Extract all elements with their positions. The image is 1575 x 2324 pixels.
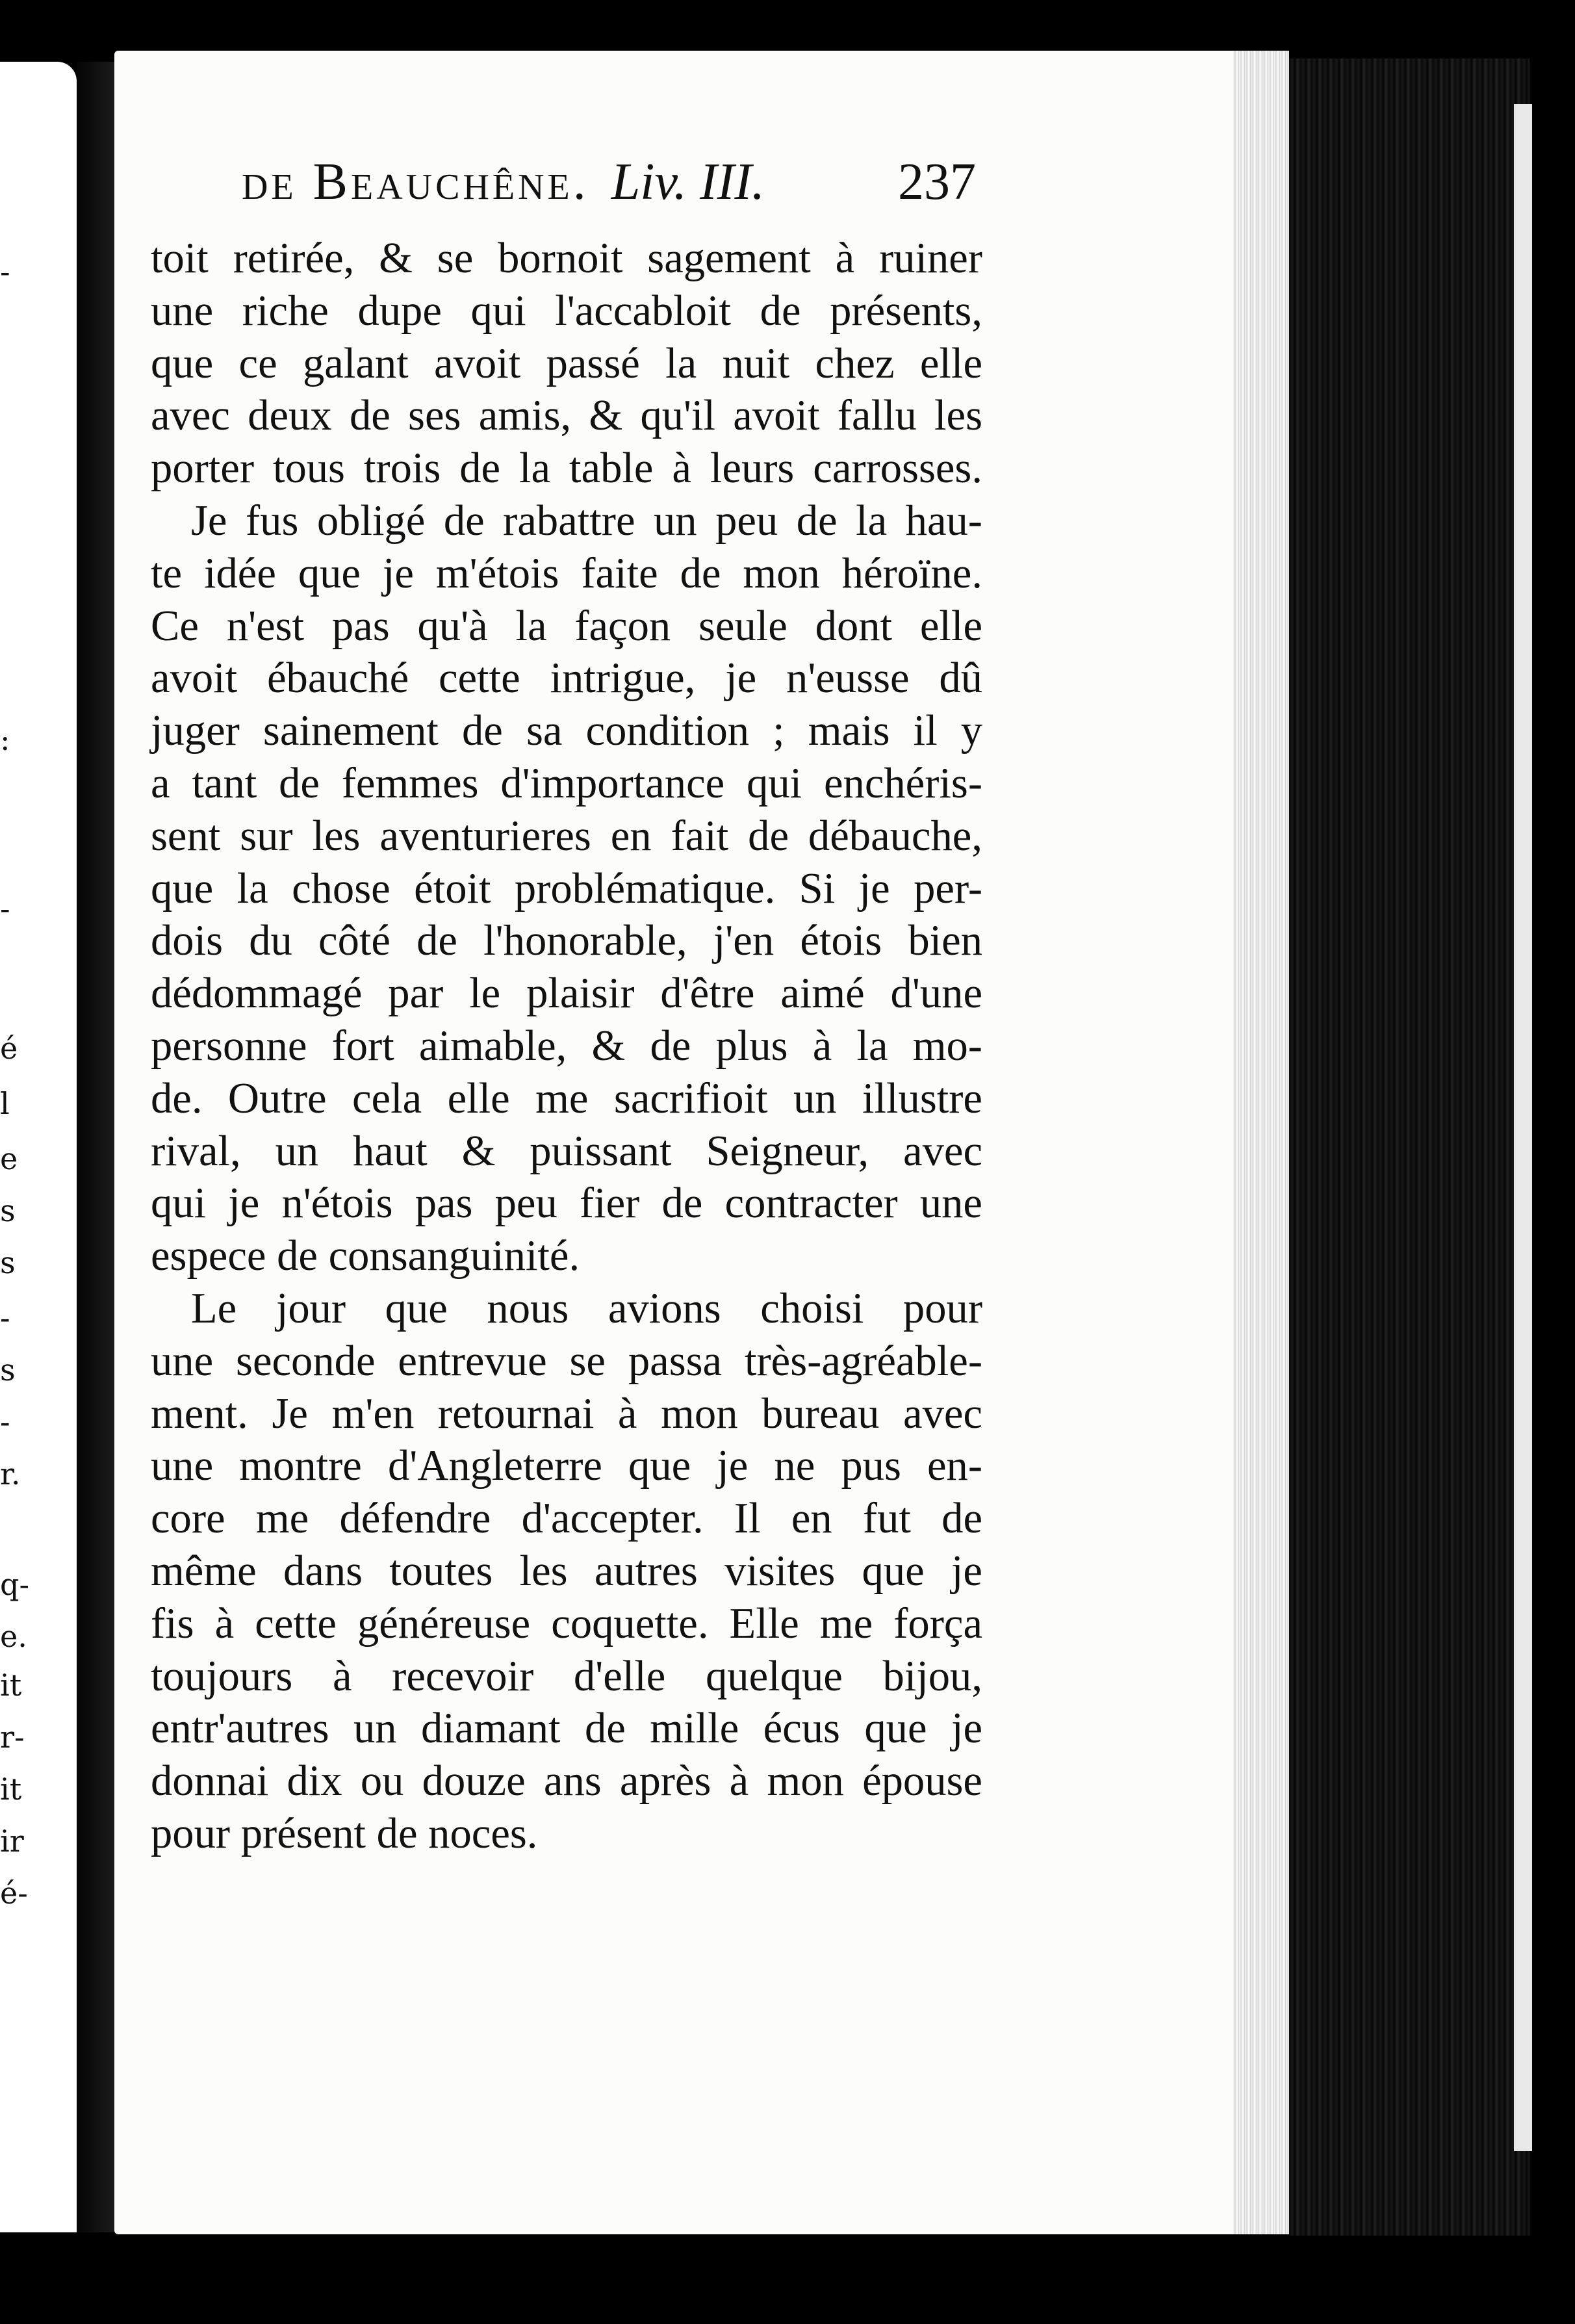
previous-page-fragment: s <box>0 1193 16 1228</box>
previous-page-fragment: - <box>0 254 10 289</box>
paragraph-first-line: Je fus obligé de rabattre un peu de la hau- <box>191 497 982 545</box>
page-fore-edge <box>1233 51 1289 2234</box>
book-binding <box>1289 58 1530 2236</box>
text-line: rival, un haut & puissant Seigneur, avec <box>151 1127 982 1175</box>
text-line: une seconde entrevue se passa très-agréable- <box>151 1337 982 1385</box>
text-line: toit retirée, & se bornoit sagement à ruiner <box>151 235 982 282</box>
text-line: qui je n'étois pas peu fier de contracter une <box>151 1180 982 1228</box>
text-line: avec deux de ses amis, & qu'il avoit fallu les <box>151 392 982 440</box>
previous-page-fragment: é <box>0 1031 18 1066</box>
previous-page-fragment: r- <box>0 1720 25 1755</box>
text-line: te idée que je m'étois faite de mon héroïne. <box>151 549 982 597</box>
previous-page-fragment: é- <box>0 1876 28 1911</box>
previous-page-fragment: - <box>0 1300 10 1336</box>
paragraph-first-line: Le jour que nous avions choisi pour <box>191 1284 982 1332</box>
page-number: 237 <box>898 153 976 211</box>
gutter-shadow <box>77 62 114 2232</box>
text-line: que ce galant avoit passé la nuit chez elle <box>151 339 982 387</box>
text-line: entr'autres un diamant de mille écus que je <box>151 1705 982 1753</box>
previous-page-fragment: e. <box>0 1619 27 1654</box>
previous-page-edge <box>0 62 77 2232</box>
running-head-title: de Beauchêne. <box>242 153 589 211</box>
previous-page-fragment: s <box>0 1245 16 1280</box>
previous-page-fragment: : <box>0 722 10 757</box>
text-line: une montre d'Angleterre que je ne pus en- <box>151 1442 982 1490</box>
previous-page-fragment: it <box>0 1772 22 1807</box>
previous-page-fragment: it <box>0 1668 22 1703</box>
text-line: core me défendre d'accepter. Il en fut de <box>151 1495 982 1543</box>
binding-edge-strip <box>1514 104 1532 2151</box>
text-line: pour présent de noces. <box>151 1809 538 1857</box>
text-line: Ce n'est pas qu'à la façon seule dont elle <box>151 602 982 650</box>
text-line: ment. Je m'en retournai à mon bureau avec <box>151 1389 982 1438</box>
previous-page-fragment: e <box>0 1141 18 1176</box>
previous-page-fragment: l <box>0 1086 10 1121</box>
book-reference: Liv. III. <box>611 153 765 211</box>
text-line: même dans toutes les autres visites que je <box>151 1547 982 1595</box>
text-line: personne fort aimable, & de plus à la mo- <box>151 1022 982 1070</box>
running-header <box>242 149 976 214</box>
page-body <box>151 233 982 1861</box>
text-line: dédommagé par le plaisir d'être aimé d'une <box>151 970 982 1018</box>
text-line: toujours à recevoir d'elle quelque bijou, <box>151 1652 982 1700</box>
text-line: avoit ébauché cette intrigue, je n'eusse dû <box>151 654 982 703</box>
previous-page-fragment: ir <box>0 1824 24 1859</box>
previous-page-fragment: - <box>0 1404 10 1440</box>
text-line: sent sur les aventurieres en fait de débauche, <box>151 812 982 860</box>
text-line: que la chose étoit problématique. Si je per- <box>151 864 982 912</box>
text-line: fis à cette généreuse coquette. Elle me força <box>151 1599 982 1647</box>
text-line: porter tous trois de la table à leurs carrosses. <box>151 445 982 493</box>
text-line: juger sainement de sa condition ; mais il y <box>151 707 982 755</box>
previous-page-fragment: q- <box>0 1567 29 1602</box>
text-line: a tant de femmes d'importance qui enchéris- <box>151 759 982 807</box>
text-line: espece de consanguinité. <box>151 1232 580 1280</box>
text-line: de. Outre cela elle me sacrifioit un illustre <box>151 1074 982 1122</box>
text-line: donnai dix ou douze ans après à mon épouse <box>151 1757 982 1805</box>
previous-page-fragment: r. <box>0 1456 21 1491</box>
text-line: une riche dupe qui l'accabloit de présents, <box>151 287 982 335</box>
previous-page-fragment: - <box>0 891 10 926</box>
previous-page-fragment: s <box>0 1352 16 1388</box>
text-line: dois du côté de l'honorable, j'en étois bien <box>151 917 982 965</box>
